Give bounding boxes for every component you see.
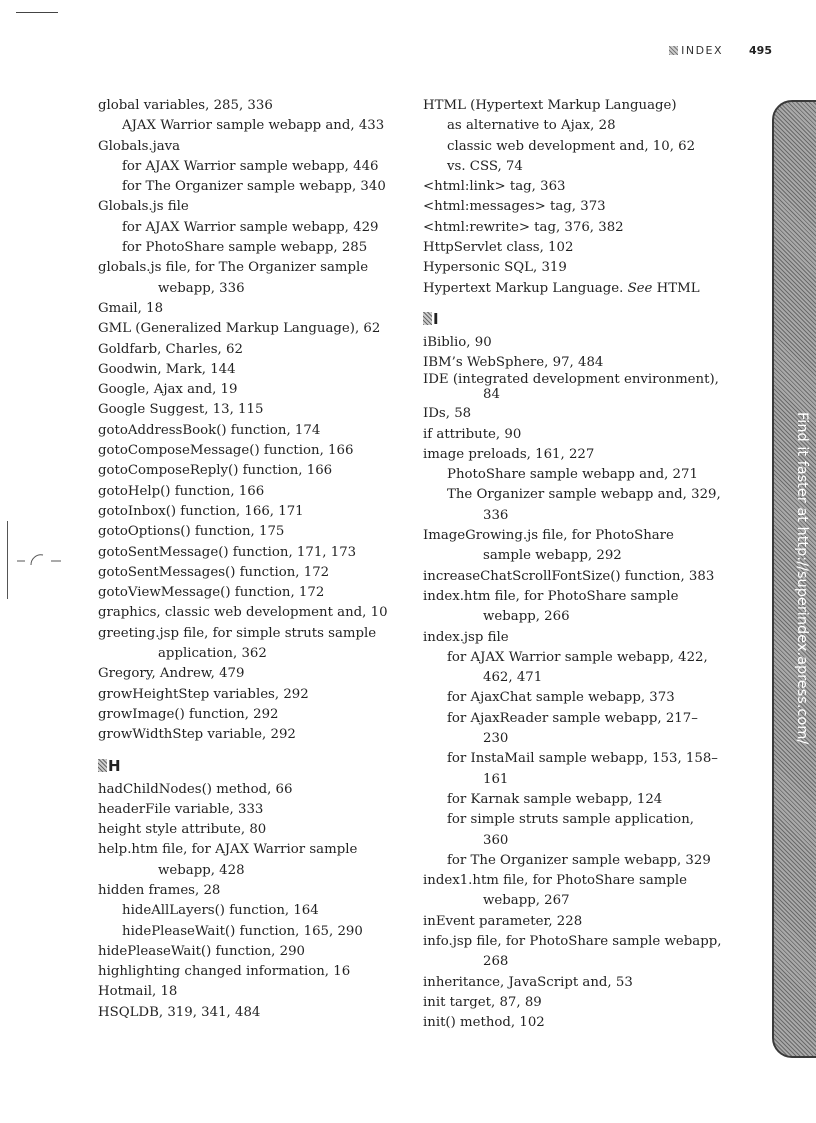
index-subentry <box>423 688 723 708</box>
index-subentry <box>423 810 723 851</box>
index-entry <box>423 912 723 932</box>
index-subentry <box>423 648 723 689</box>
entry-text: gotoHelp() function, 166 <box>98 483 265 499</box>
index-entry <box>98 502 403 522</box>
entry-text: IDE (integrated development environment), 84 <box>423 372 719 403</box>
index-subentry <box>98 238 403 258</box>
entry-text: for AJAX Warrior sample webapp, 446 <box>122 158 379 174</box>
entry-text: growHeightStep variables, 292 <box>98 686 309 702</box>
entry-text: for AJAX Warrior sample webapp, 422, 462, 471 <box>447 649 708 686</box>
entry-text: Gmail, 18 <box>98 300 164 316</box>
entry-text: vs. CSS, 74 <box>447 158 523 174</box>
entry-text: for AjaxReader sample webapp, 217–230 <box>447 710 698 747</box>
index-entry <box>423 932 723 973</box>
index-entry <box>423 1013 723 1033</box>
entry-text: hideAllLayers() function, 164 <box>122 903 319 919</box>
entry-text: ImageGrowing.js file, for PhotoShare sample webapp, 292 <box>423 528 674 564</box>
thumb-tab-label: Find it faster at http://superindex.apress.com/ <box>794 412 810 745</box>
index-entry <box>423 218 723 238</box>
index-entry <box>98 319 403 339</box>
entry-text: hadChildNodes() method, 66 <box>98 781 293 797</box>
entry-text: for InstaMail sample webapp, 153, 158–161 <box>447 751 718 787</box>
entry-text: for The Organizer sample webapp, 340 <box>122 179 386 195</box>
entry-text: highlighting changed information, 16 <box>98 964 351 980</box>
index-subentry <box>423 749 723 790</box>
index-entry <box>98 482 403 502</box>
index-entry <box>423 567 723 587</box>
entry-text: HSQLDB, 319, 341, 484 <box>98 1004 261 1020</box>
see-reference: See <box>627 280 653 296</box>
index-entry <box>423 96 723 116</box>
entry-text: global variables, 285, 336 <box>98 98 273 113</box>
index-entry <box>423 372 723 402</box>
entry-text: greeting.jsp file, for simple struts sample application, 362 <box>98 625 377 662</box>
heading-square-icon <box>423 312 432 325</box>
index-column-right <box>423 96 723 1033</box>
index-subentry <box>423 790 723 810</box>
index-entry <box>98 685 403 705</box>
entry-text: AJAX Warrior sample webapp and, 433 <box>122 118 385 134</box>
entry-text: Globals.js file <box>98 199 189 215</box>
index-entry <box>98 982 403 1002</box>
entry-text: as alternative to Ajax, 28 <box>447 118 616 134</box>
index-entry <box>98 583 403 603</box>
index-subentry <box>423 465 723 485</box>
index-subentry <box>98 218 403 238</box>
entry-text: gotoAddressBook() function, 174 <box>98 422 321 438</box>
index-entry <box>98 441 403 461</box>
entry-text: index.jsp file <box>423 629 509 645</box>
entry-text: Goodwin, Mark, 144 <box>98 361 236 377</box>
entry-text: graphics, classic web development and, 10 <box>98 605 388 621</box>
entry-text: index1.htm file, for PhotoShare sample webapp, 267 <box>423 873 687 909</box>
thumb-tab-text <box>794 412 814 745</box>
running-header <box>669 44 772 57</box>
index-letter-heading <box>423 311 723 327</box>
entry-text: PhotoShare sample webapp and, 271 <box>447 467 698 483</box>
entry-text: Goldfarb, Charles, 62 <box>98 341 243 357</box>
index-entry <box>423 871 723 912</box>
index-entry <box>98 421 403 441</box>
page-number: 495 <box>749 44 772 57</box>
entry-text: GML (Generalized Markup Language), 62 <box>98 321 381 337</box>
entry-text: HTML (Hypertext Markup Language) <box>423 98 677 113</box>
index-entry <box>423 238 723 258</box>
entry-text: Hypertext Markup Language. <box>423 280 624 296</box>
index-entry <box>98 400 403 420</box>
crop-mark-top <box>16 12 58 13</box>
index-entry <box>98 725 403 745</box>
entry-text: Globals.java <box>98 138 181 154</box>
index-entry <box>98 1003 403 1023</box>
index-entry <box>98 360 403 380</box>
index-entry <box>98 624 403 665</box>
index-entry <box>98 881 403 901</box>
entry-text: for AJAX Warrior sample webapp, 429 <box>122 219 379 235</box>
entry-text: gotoOptions() function, 175 <box>98 524 285 540</box>
index-entry <box>423 333 723 353</box>
entry-text: info.jsp file, for PhotoShare sample webapp, 268 <box>423 933 722 970</box>
entry-text: IBM’s WebSphere, 97, 484 <box>423 355 604 371</box>
entry-text: The Organizer sample webapp and, 329, 336 <box>447 487 721 523</box>
letter-heading-text: I <box>433 309 439 328</box>
index-entry <box>98 137 403 157</box>
index-entry <box>98 96 403 116</box>
entry-text: <html:rewrite> tag, 376, 382 <box>423 219 624 235</box>
heading-square-icon <box>98 759 107 772</box>
index-entry <box>98 705 403 725</box>
index-entry <box>423 425 723 445</box>
index-subentry <box>98 116 403 136</box>
index-entry <box>423 587 723 628</box>
index-entry <box>423 197 723 217</box>
index-entry <box>98 461 403 481</box>
crop-mark-left <box>7 521 8 599</box>
entry-text: Google, Ajax and, 19 <box>98 382 238 398</box>
index-entry <box>98 563 403 583</box>
index-entry <box>98 780 403 800</box>
entry-text: Hypersonic SQL, 319 <box>423 260 567 276</box>
entry-text: <html:link> tag, 363 <box>423 179 566 195</box>
entry-text: increaseChatScrollFontSize() function, 383 <box>423 568 715 584</box>
entry-text: for PhotoShare sample webapp, 285 <box>122 240 368 256</box>
index-entry <box>423 973 723 993</box>
letter-heading-text: H <box>108 756 121 775</box>
entry-text: for The Organizer sample webapp, 329 <box>447 852 711 868</box>
index-entry <box>98 543 403 563</box>
entry-text: index.htm file, for PhotoShare sample webapp, 266 <box>423 588 679 625</box>
entry-text: <html:messages> tag, 373 <box>423 199 606 215</box>
entry-text: IDs, 58 <box>423 406 472 422</box>
entry-text: gotoComposeMessage() function, 166 <box>98 443 354 459</box>
index-column-left <box>98 96 403 1023</box>
index-entry <box>423 445 723 465</box>
index-letter-heading <box>98 758 403 774</box>
entry-text: for simple struts sample application, 360 <box>447 812 694 848</box>
index-entry <box>98 603 403 623</box>
entry-text: growImage() function, 292 <box>98 706 279 722</box>
entry-text: if attribute, 90 <box>423 426 522 442</box>
index-entry <box>423 177 723 197</box>
index-entry <box>98 380 403 400</box>
entry-text: hidden frames, 28 <box>98 882 221 898</box>
index-entry <box>423 526 723 567</box>
entry-text: for Karnak sample webapp, 124 <box>447 791 663 807</box>
entry-text: image preloads, 161, 227 <box>423 446 595 462</box>
index-entry <box>98 664 403 684</box>
entry-text: Google Suggest, 13, 115 <box>98 402 264 418</box>
index-subentry <box>423 116 723 136</box>
index-subentry <box>98 157 403 177</box>
entry-text: gotoSentMessages() function, 172 <box>98 564 330 580</box>
index-entry <box>98 197 403 217</box>
index-subentry <box>98 922 403 942</box>
entry-text: hidePleaseWait() function, 290 <box>98 943 306 959</box>
entry-text: hidePleaseWait() function, 165, 290 <box>122 923 363 939</box>
index-entry <box>98 942 403 962</box>
entry-text: help.htm file, for AJAX Warrior sample webapp, 428 <box>98 842 358 878</box>
entry-text: gotoInbox() function, 166, 171 <box>98 503 304 519</box>
index-entry <box>98 962 403 982</box>
registration-mark-icon <box>17 551 61 571</box>
index-entry <box>98 840 403 881</box>
entry-text: gotoSentMessage() function, 171, 173 <box>98 544 357 560</box>
entry-text: inEvent parameter, 228 <box>423 913 583 929</box>
header-section-label: INDEX <box>681 44 724 57</box>
entry-text: classic web development and, 10, 62 <box>447 138 696 154</box>
index-entry <box>423 628 723 648</box>
index-subentry <box>423 157 723 177</box>
entry-text: inheritance, JavaScript and, 53 <box>423 974 633 990</box>
index-entry <box>423 355 723 370</box>
index-entry <box>98 299 403 319</box>
entry-text: init() method, 102 <box>423 1015 545 1031</box>
index-entry <box>98 820 403 840</box>
entry-text: iBiblio, 90 <box>423 334 492 350</box>
index-entry <box>423 279 723 299</box>
entry-text: for AjaxChat sample webapp, 373 <box>447 690 675 706</box>
index-entry <box>98 340 403 360</box>
index-subentry <box>423 485 723 526</box>
index-entry <box>98 522 403 542</box>
entry-text: Gregory, Andrew, 479 <box>98 666 245 682</box>
index-entry <box>423 993 723 1013</box>
index-entry <box>423 258 723 278</box>
see-target: HTML <box>652 280 700 296</box>
entry-text: headerFile variable, 333 <box>98 801 264 817</box>
entry-text: gotoViewMessage() function, 172 <box>98 585 325 601</box>
entry-text: init target, 87, 89 <box>423 994 542 1010</box>
index-entry <box>98 258 403 299</box>
entry-text: HttpServlet class, 102 <box>423 240 574 256</box>
entry-text: growWidthStep variable, 292 <box>98 727 296 743</box>
entry-text: gotoComposeReply() function, 166 <box>98 463 333 479</box>
entry-text: globals.js file, for The Organizer sample webapp, 336 <box>98 260 369 296</box>
index-entry <box>423 404 723 424</box>
index-entry <box>98 800 403 820</box>
index-subentry <box>423 137 723 157</box>
entry-text: Hotmail, 18 <box>98 984 178 1000</box>
entry-text: height style attribute, 80 <box>98 822 267 838</box>
index-subentry <box>98 177 403 197</box>
index-subentry <box>423 851 723 871</box>
header-square-icon <box>669 46 678 55</box>
index-subentry <box>423 709 723 750</box>
index-subentry <box>98 901 403 921</box>
